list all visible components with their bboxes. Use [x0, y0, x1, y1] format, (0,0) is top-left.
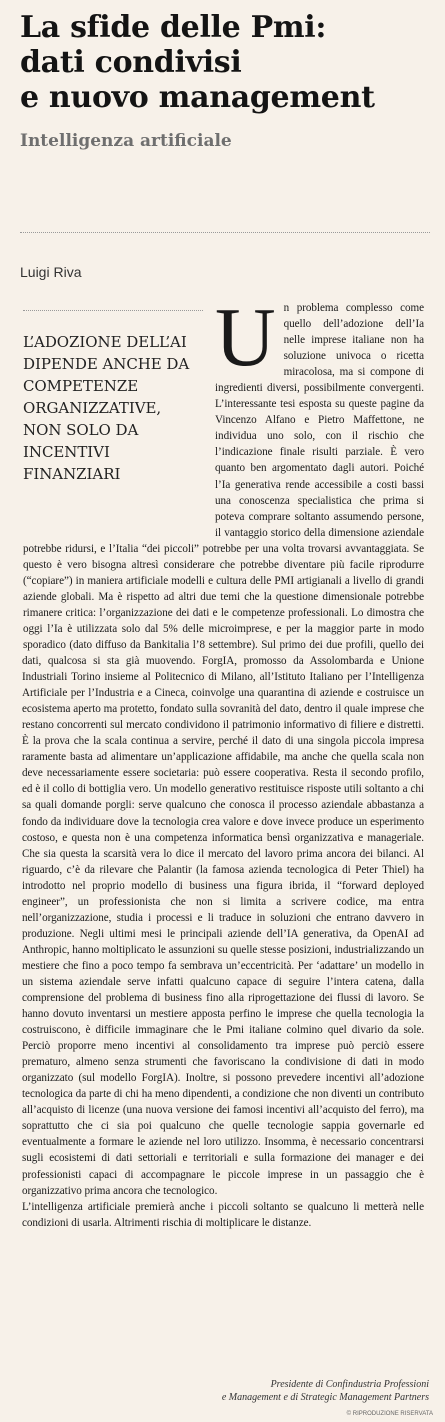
signature-line-2: e Management e di Strategic Management Partners — [221, 1392, 429, 1403]
closing-paragraph: L’intelligenza artificiale premierà anche i piccoli soltanto se qualcuno li metterà nelle condizioni di usarla. Altrimenti rischia di moltiplicare le distanze. — [22, 1200, 424, 1229]
headline-line-3: e nuovo management — [20, 80, 375, 115]
section-label: Intelligenza artificiale — [20, 131, 232, 151]
author-signature — [222, 1378, 429, 1404]
pull-quote-text: L’ADOZIONE DELL’AI DIPENDE ANCHE DA COMPETENZE ORGANIZZATIVE, NON SOLO DA INCENTIVI FINANZIARI — [23, 333, 190, 483]
drop-cap: U — [215, 291, 276, 384]
pull-quote-divider — [23, 310, 203, 311]
pull-quote — [23, 300, 203, 540]
signature-line-1: Presidente di Confindustria Professioni — [270, 1379, 429, 1390]
article-body — [22, 291, 424, 1231]
headline-line-1: La sfide delle Pmi: — [20, 10, 327, 45]
article-header — [20, 0, 430, 151]
reproduction-notice: © RIPRODUZIONE RISERVATA — [346, 1411, 433, 1417]
header-divider — [20, 232, 430, 233]
headline-line-2: dati condivisi — [20, 45, 242, 80]
body-text: n problema complesso come quello dell’adozione dell’Ia nelle imprese italiane non ha soluzione univoca o ricetta miracolosa, ma si compone di ingredienti diversi, possibilmente convergenti. L’interessante tesi esposta su queste pagine da Vincenzo Alfano e Pietro Maffettone, ne individua uno solo, con il rischio che l’indicazione finale risulti parziale. È vero quanto ben argomentato dagli autori. Poiché l’Ia generativa rende accessibile a costi bassi una conoscenza specialistica che prima si poteva comprare soltanto assumendo persone, il vantaggio storico della dimensione aziendale potrebbe ridursi, e l’Italia “dei piccoli” potrebbe per una volta trovarsi avvantaggiata. Se questo è vero bisogna altresì considerare che potrebbe diventare più facile riprodurre (“copiare”) in maniera artificiale modelli e cultura delle PMI artigianali a livello di grandi aziende globali. Ma è rispetto ad altri due temi che la questione dimensionale potrebbe rimanere critica: l’organizzazione dei dati e le competenze professionali. Lo dimostra che oggi l’Ia è utilizzata solo dal 5% delle microimprese, e per la maggior parte in modo sporadico (dato diffuso da Bankitalia l’8 settembre). Sul primo dei due profili, quello dei dati, qualcosa si sta già muovendo. ForgIA, promosso da Assolombarda e Unione Industriali Torino insieme al Politecnico di Milano, all’Istituto Italiano per l’Intelligenza Artificiale per l’Industria e a Cineca, coinvolge una quarantina di aziende e costruisce un ecosistema aperto ma protetto, fondato sulla sovranità del dato, dentro il quale imprese che restano concorrenti sul mercato condividono il patrimonio informativo di filiere e distretti. È la prova che la scala continua a servire, perché il dato di una singola piccola impresa raramente basta ad alimentare un’applicazione affidabile, ma anche che quella scala non deve necessariamente essere societaria: può essere cooperativa. Resta il secondo profilo, ed è il collo di bottiglia vero. Un modello generativo restituisce risposte utili soltanto a chi sa quali domande porgli: serve qualcuno che conosca il processo aziendale abbastanza a fondo da individuare dove la tecnologia crea valore e dove invece produce un esperimento costoso, e questa non è una competenza informatica bensì organizzativa e manageriale. Che sia questa la scarsità vera lo dice il mercato del lavoro prima ancora dei bilanci. Al riguardo, c’è da rilevare che Palantir (la famosa azienda tecnologica di Peter Thiel) ha introdotto nel proprio modello di business una figura ibrida, il “forward deployed engineer”, un professionista che non si limita a scrivere codice, ma entra nell’organizzazione, studia i processi e li traduce in soluzioni che entrano davvero in produzione. Negli ultimi mesi le principali aziende dell’IA generativa, da OpenAI ad Anthropic, hanno moltiplicato le assunzioni su quelle stesse posizioni, industrializzando un mestiere che fino a poco tempo fa sembrava un’eccentricità. Per ‘adattare’ un modello in un sistema aziendale serve infatti qualcuno capace di seguire l’intera catena, dalla comprensione del problema di business fino alla riprogettazione dei flussi di lavoro. Se hanno dovuto inventarsi un mestiere apposta perfino le imprese che quella tecnologia la costruiscono, è difficile immaginare che le Pmi italiane colmino quel divario da sole. Perciò proporre meno incentivi al consolidamento tra imprese può perciò essere prematuro, almeno senza strumenti che favoriscano la condivisione di dati in modo organizzato (sul modello ForgIA). Inoltre, si possono prevedere incentivi all’adozione tecnologica da parte di chi ha meno dipendenti, a condizione che non diventi un contributo all’acquisto di licenze (una nuova versione dei famosi incentivi all’acquisto del ferro), ma soprattutto che ci sia poi qualcuno che quelle tecnologie sappia governarle ed eventualmente a formare le aziende nel loro utilizzo. Insomma, è necessario concentrarsi sugli ecosistemi di dati settoriali e territoriali e sulla formazione dei manager e dei professionisti capaci di accompagnare le piccole imprese in un passaggio che è organizzativo prima ancora che tecnologico. — [22, 302, 424, 1197]
headline — [20, 10, 430, 115]
author-byline: Luigi Riva — [20, 264, 82, 280]
